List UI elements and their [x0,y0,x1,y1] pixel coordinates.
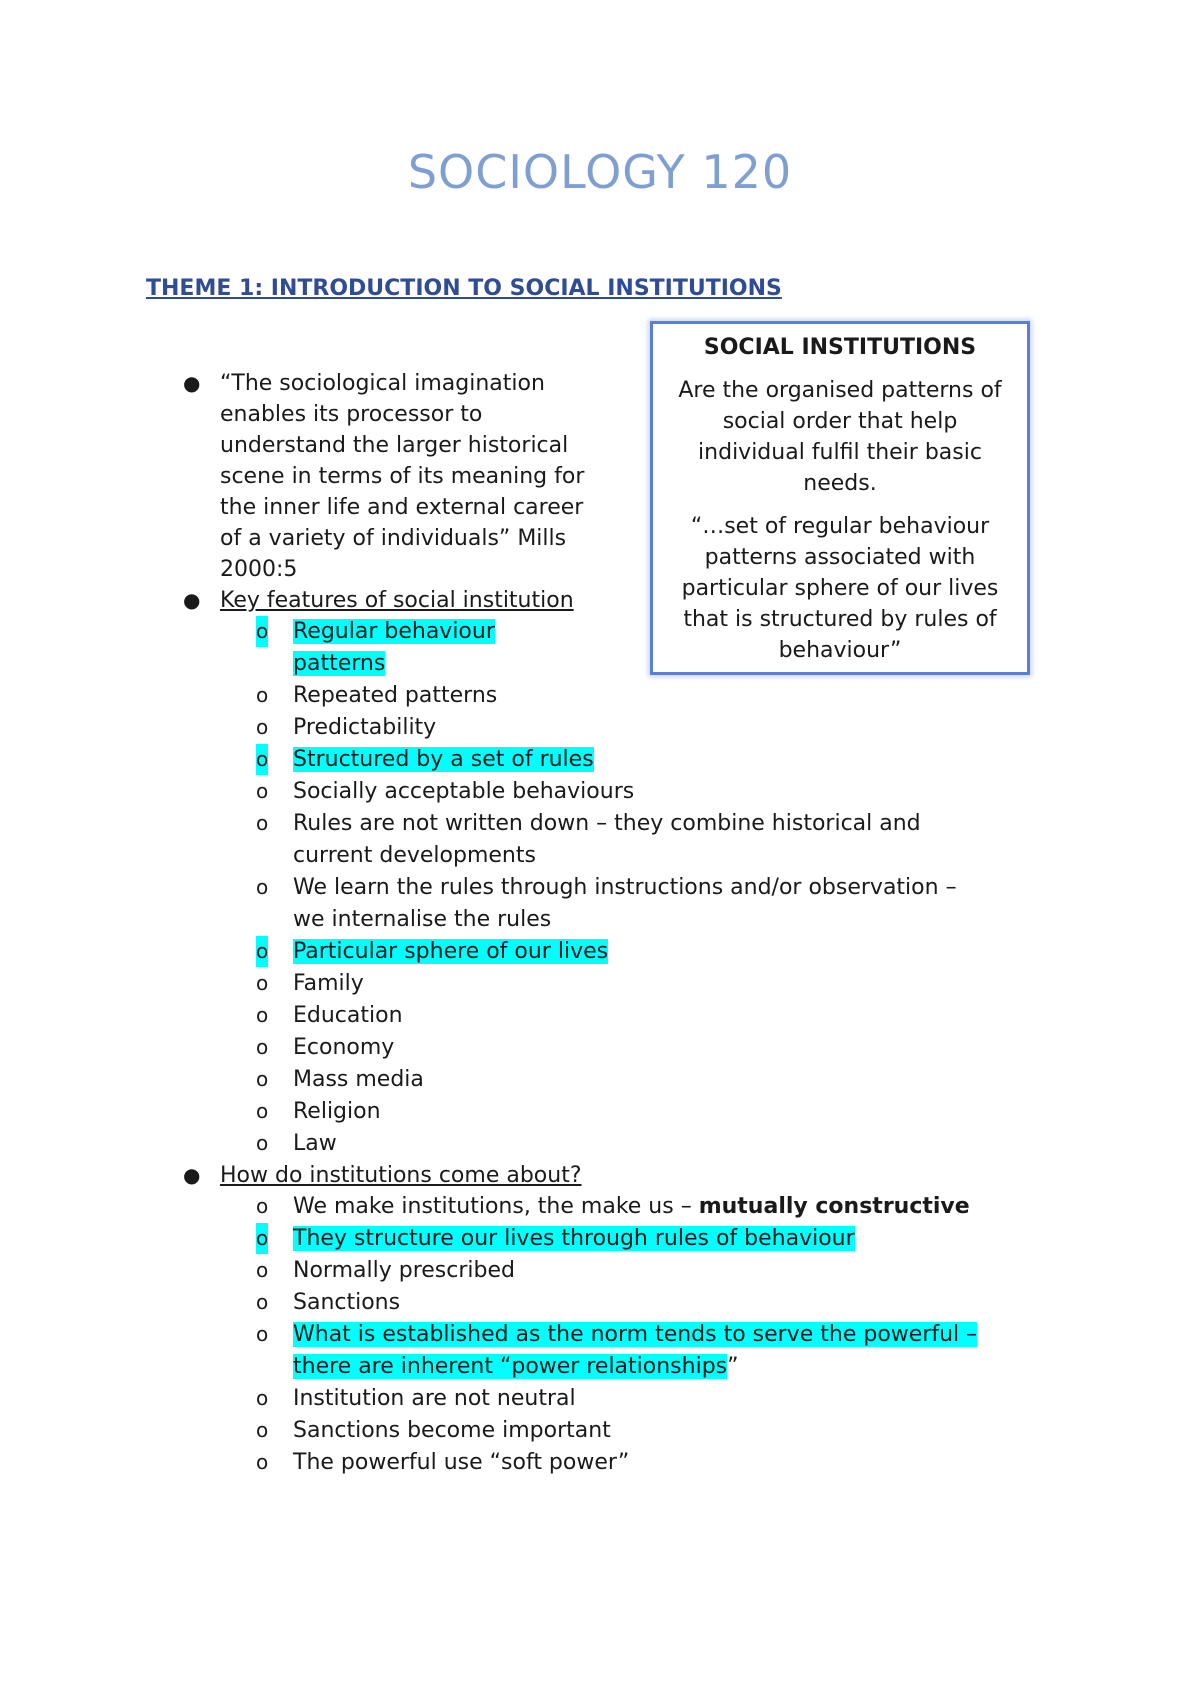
bullet-icon: ● [183,371,201,395]
list-item: Rules are not written down – they combine historical and [293,811,921,836]
list-item: we internalise the rules [293,907,552,932]
quote-line: understand the larger historical [220,433,569,458]
list-item: Socially acceptable behaviours [293,779,635,804]
quote-line: 2000:5 [220,557,298,582]
circle-bullet-icon: o [256,1194,269,1218]
quote-line: scene in terms of its meaning for [220,464,585,489]
quote-line: the inner life and external career [220,495,584,520]
circle-bullet-icon: o [256,1131,269,1155]
list-item [293,1191,970,1222]
list-item: What is established as the norm tends to serve the powerful – [293,1322,978,1347]
list-item: Predictability [293,715,437,740]
box-definition: Are the organised patterns of social order that help individual fulfil their basic needs. [678,378,1002,496]
quote-line: of a variety of individuals” Mills [220,526,567,551]
circle-bullet-icon: o [256,616,268,647]
circle-bullet-icon: o [256,1067,269,1091]
list-item: Sanctions become important [293,1418,611,1443]
circle-bullet-icon: o [256,744,268,775]
bullet-icon: ● [183,588,201,612]
list-item: Religion [293,1099,381,1124]
circle-bullet-icon: o [256,1258,269,1282]
key-features-heading: Key features of social institution [220,588,574,613]
closing-quote: ” [727,1354,739,1379]
circle-bullet-icon: o [256,1035,269,1059]
circle-bullet-icon: o [256,1003,269,1027]
circle-bullet-icon: o [256,1223,268,1254]
list-item: Repeated patterns [293,683,498,708]
circle-bullet-icon: o [256,971,269,995]
list-item: Sanctions [293,1290,401,1315]
list-item: Normally prescribed [293,1258,515,1283]
list-item: patterns [293,651,386,676]
list-item: Structured by a set of rules [293,747,594,772]
circle-bullet-icon: o [256,715,269,739]
list-item: They structure our lives through rules of behaviour [293,1226,855,1251]
list-item: We learn the rules through instructions and/or observation – [293,875,957,900]
item-text: We make institutions, the make us – [293,1194,699,1219]
quote-line: “The sociological imagination [220,371,545,396]
circle-bullet-icon: o [256,1450,269,1474]
list-item: The powerful use “soft power” [293,1450,630,1475]
circle-bullet-icon: o [256,936,268,967]
circle-bullet-icon: o [256,1418,269,1442]
circle-bullet-icon: o [256,1290,269,1314]
quote-line: enables its processor to [220,402,483,427]
theme-heading: THEME 1: INTRODUCTION TO SOCIAL INSTITUTIONS [146,276,782,301]
circle-bullet-icon: o [256,811,269,835]
bullet-icon: ● [183,1163,201,1187]
list-item: current developments [293,843,536,868]
circle-bullet-icon: o [256,683,269,707]
list-item: Law [293,1131,337,1156]
circle-bullet-icon: o [256,1386,269,1410]
social-institutions-box [650,321,1030,675]
list-item: Economy [293,1035,395,1060]
list-item: Particular sphere of our lives [293,939,609,964]
list-item: Family [293,971,364,996]
list-item: Mass media [293,1067,424,1092]
circle-bullet-icon: o [256,779,269,803]
list-item: Education [293,1003,403,1028]
box-heading: SOCIAL INSTITUTIONS [703,335,977,360]
document-title: SOCIOLOGY 120 [407,145,793,199]
list-item: Institution are not neutral [293,1386,576,1411]
list-item: there are inherent “power relationships [293,1354,728,1379]
circle-bullet-icon: o [256,1322,269,1346]
list-item: Regular behaviour [293,619,495,644]
circle-bullet-icon: o [256,1099,269,1123]
bold-emphasis: mutually constructive [698,1194,970,1219]
box-quote: “…set of regular behaviour patterns associated with particular sphere of our lives that is structured by rules of behaviour” [681,514,999,663]
circle-bullet-icon: o [256,875,269,899]
institutions-heading: How do institutions come about? [220,1163,582,1188]
